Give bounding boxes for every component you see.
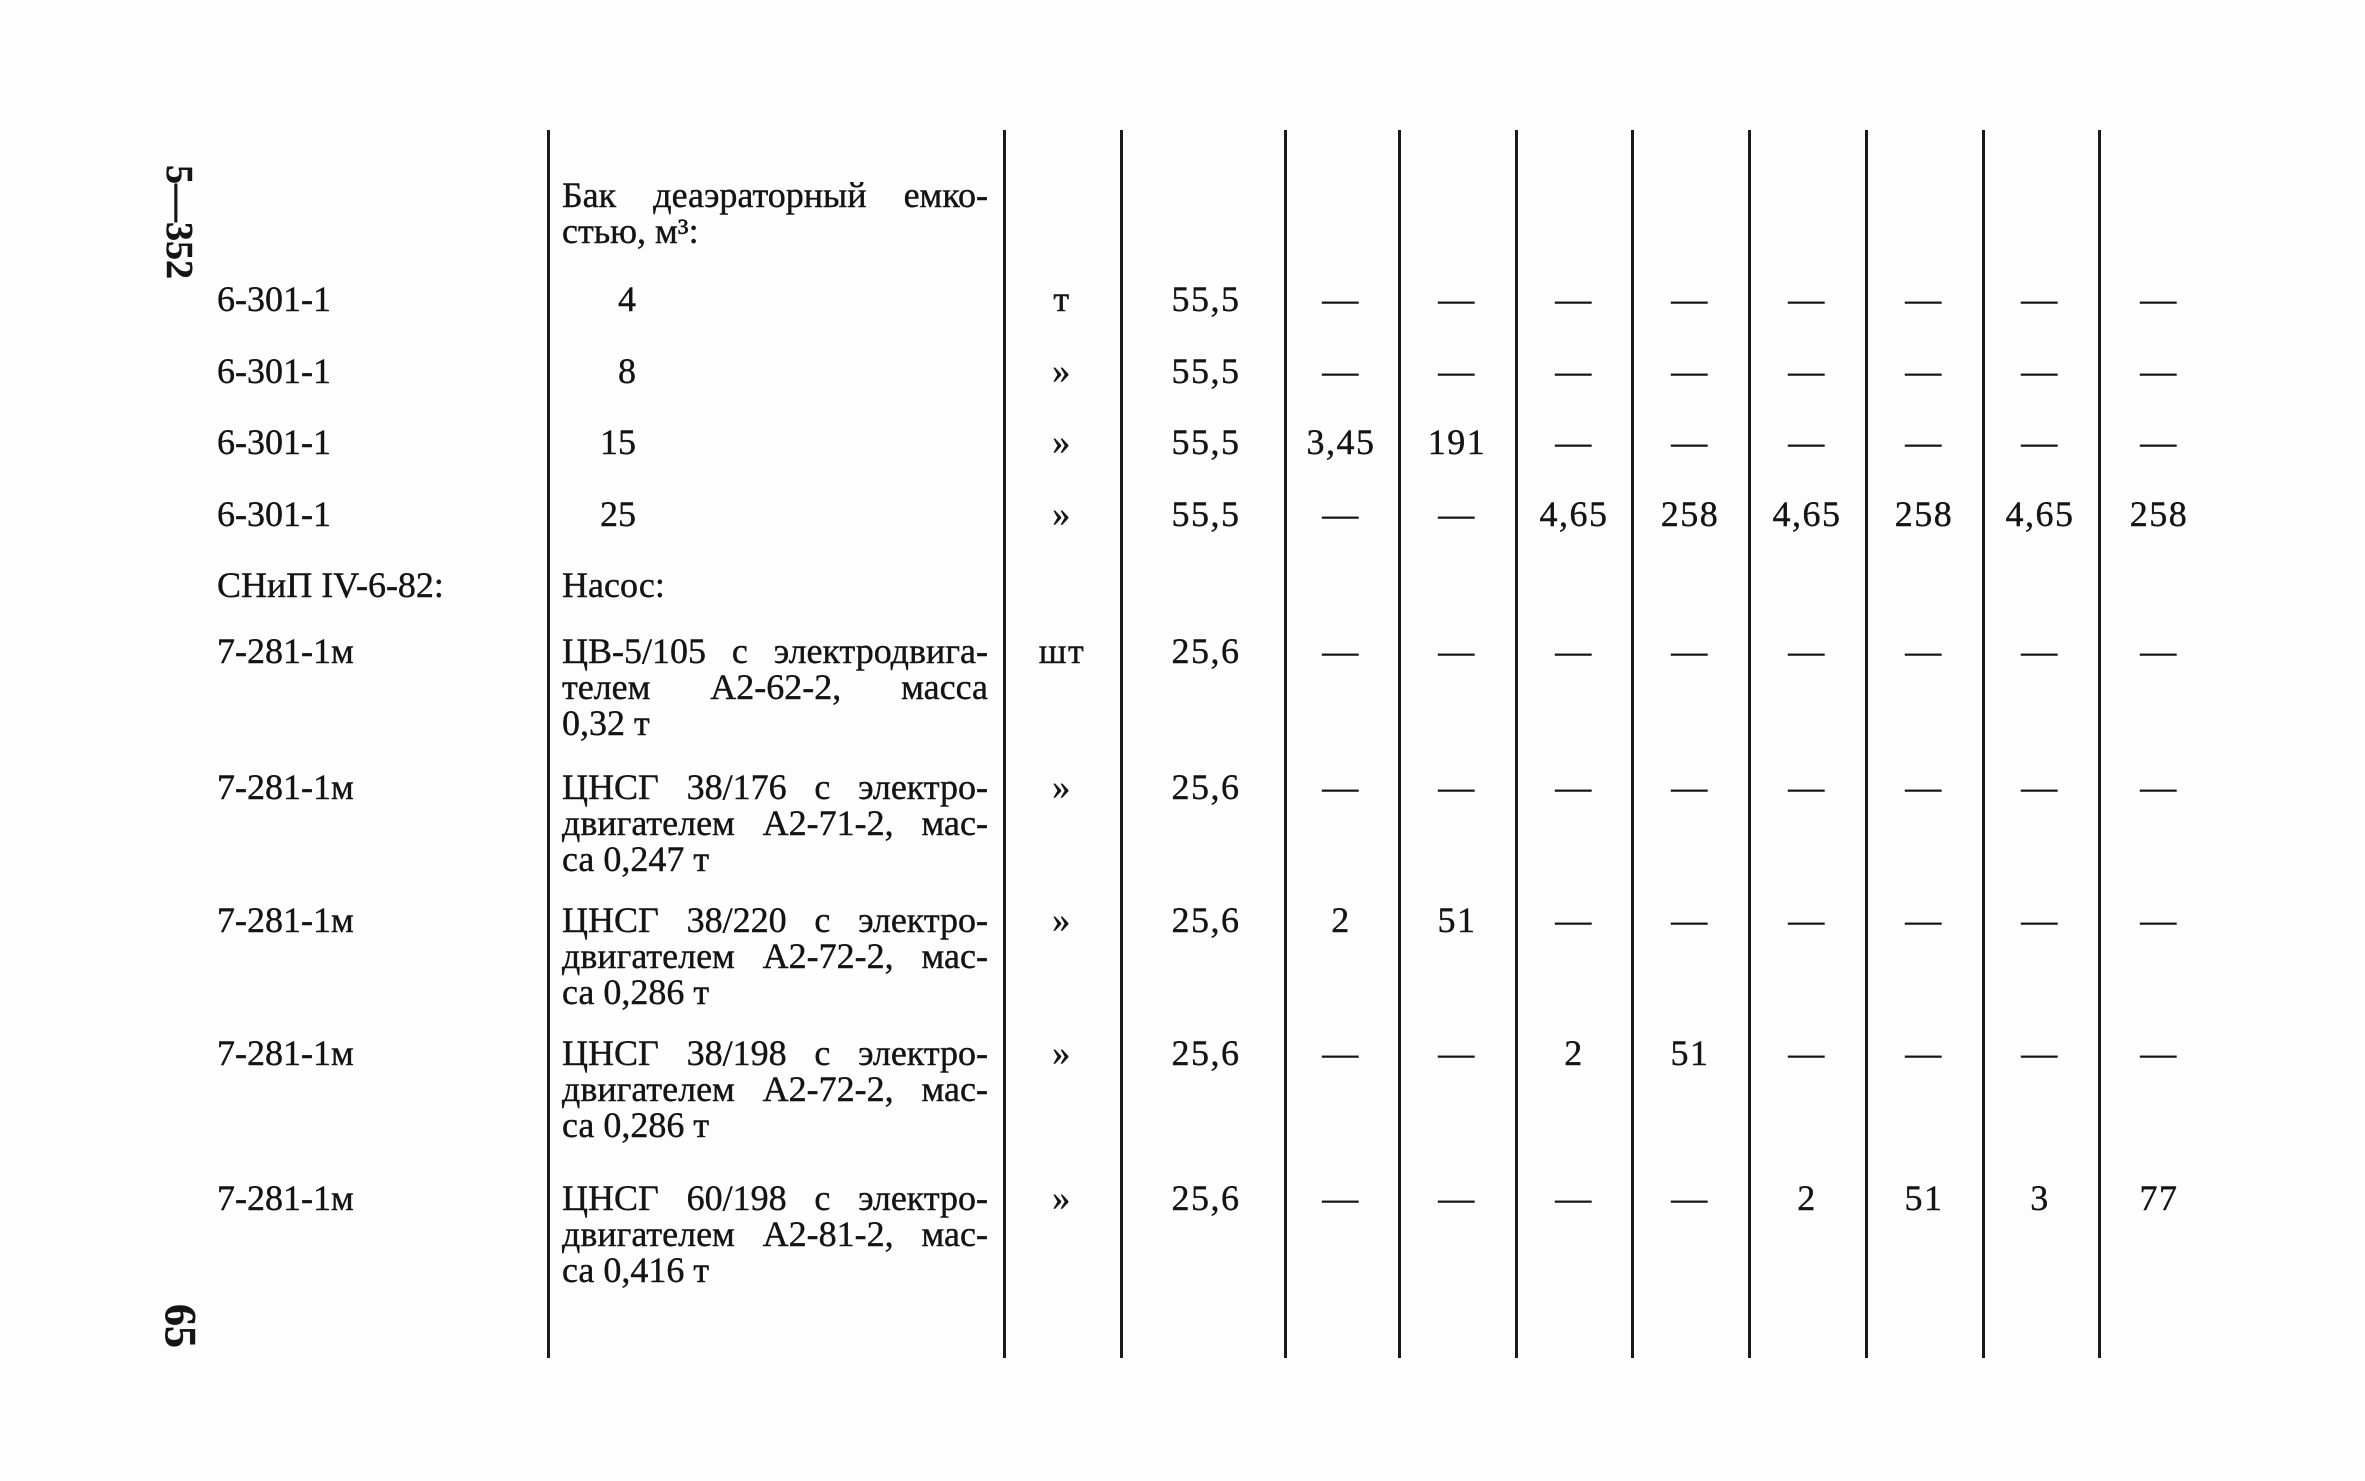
row-code: 6-301-1	[217, 494, 331, 534]
value-cell: —	[1905, 279, 1943, 319]
row-description	[562, 902, 988, 1010]
value-cell: —	[1555, 351, 1593, 391]
description-line: 25	[600, 494, 636, 534]
description-line: 15	[600, 422, 636, 462]
row-price: 25,6	[1171, 767, 1241, 807]
value-cell: 191	[1427, 422, 1487, 462]
value-cell: —	[1671, 279, 1709, 319]
row-price: 55,5	[1171, 351, 1241, 391]
value-cell: 2	[1797, 1178, 1817, 1218]
row-code: СНиП IV-6-82:	[217, 565, 444, 605]
row-description	[562, 177, 988, 249]
description-line: ЦНСГ 38/198 с электро-	[562, 1033, 988, 1073]
value-cell: —	[2140, 900, 2178, 940]
description-line: 4	[618, 279, 636, 319]
description-line: ЦНСГ 60/198 с электро-	[562, 1178, 988, 1218]
value-cell: —	[2021, 900, 2059, 940]
value-cell: —	[2140, 1033, 2178, 1073]
description-line: двигателем А2-71-2, мас-	[562, 803, 988, 843]
description-line: двигателем А2-81-2, мас-	[562, 1214, 988, 1254]
value-cell: —	[2140, 351, 2178, 391]
value-cell: —	[1671, 900, 1709, 940]
value-cell: 51	[1670, 1033, 1710, 1073]
value-cell: 258	[2129, 494, 2189, 534]
row-code: 6-301-1	[217, 279, 331, 319]
row-description	[562, 633, 988, 741]
value-cell: —	[1555, 900, 1593, 940]
description-line: ЦНСГ 38/176 с электро-	[562, 767, 988, 807]
value-cell: —	[1671, 1178, 1709, 1218]
value-cell: —	[1905, 767, 1943, 807]
value-cell: —	[1322, 767, 1360, 807]
description-line: Насос:	[562, 565, 665, 605]
value-cell: —	[2021, 631, 2059, 671]
row-unit: »	[1052, 494, 1072, 534]
description-line: са 0,286 т	[562, 972, 710, 1012]
row-unit: »	[1052, 422, 1072, 462]
row-price: 25,6	[1171, 1033, 1241, 1073]
description-line: ЦНСГ 38/220 с электро-	[562, 900, 988, 940]
value-cell: —	[2021, 1033, 2059, 1073]
value-cell: 51	[1437, 900, 1477, 940]
value-cell: —	[1555, 422, 1593, 462]
value-cell: —	[1788, 1033, 1826, 1073]
value-cell: —	[1438, 1178, 1476, 1218]
value-cell: —	[1438, 767, 1476, 807]
value-cell: —	[1438, 279, 1476, 319]
row-description	[562, 567, 988, 603]
value-cell: —	[1788, 767, 1826, 807]
value-cell: —	[2140, 422, 2178, 462]
page-number: 65	[156, 1304, 205, 1348]
row-code: 7-281-1м	[217, 631, 354, 671]
row-price: 55,5	[1171, 494, 1241, 534]
row-price: 55,5	[1171, 422, 1241, 462]
value-cell: —	[1555, 279, 1593, 319]
value-cell: 4,65	[2005, 494, 2075, 534]
value-cell: —	[1671, 767, 1709, 807]
value-cell: 51	[1904, 1178, 1944, 1218]
row-unit: »	[1052, 1033, 1072, 1073]
value-cell: —	[1322, 631, 1360, 671]
value-cell: 258	[1894, 494, 1954, 534]
row-description	[562, 1180, 988, 1288]
row-description	[562, 353, 636, 389]
value-cell: 2	[1564, 1033, 1584, 1073]
row-description	[562, 1035, 988, 1143]
value-cell: —	[1671, 351, 1709, 391]
row-description	[562, 281, 636, 317]
value-cell: —	[1438, 351, 1476, 391]
value-cell: —	[2021, 422, 2059, 462]
value-cell: —	[2140, 631, 2178, 671]
description-line: двигателем А2-72-2, мас-	[562, 1069, 988, 1109]
row-unit: »	[1052, 900, 1072, 940]
description-line: са 0,416 т	[562, 1250, 710, 1290]
description-line: двигателем А2-72-2, мас-	[562, 936, 988, 976]
description-line: стью, м³:	[562, 211, 699, 251]
row-price: 25,6	[1171, 1178, 1241, 1218]
value-cell: —	[1788, 631, 1826, 671]
row-code: 7-281-1м	[217, 1178, 354, 1218]
value-cell: —	[1438, 494, 1476, 534]
value-cell: —	[1905, 351, 1943, 391]
value-cell: 3	[2030, 1178, 2050, 1218]
value-cell: —	[1322, 494, 1360, 534]
row-unit: »	[1052, 767, 1072, 807]
description-line: 8	[618, 351, 636, 391]
value-cell: —	[1322, 1033, 1360, 1073]
value-cell: —	[1905, 631, 1943, 671]
value-cell: —	[1905, 1033, 1943, 1073]
description-line: 0,32 т	[562, 703, 650, 743]
row-code: 7-281-1м	[217, 1033, 354, 1073]
value-cell: —	[2021, 351, 2059, 391]
row-price: 25,6	[1171, 900, 1241, 940]
value-cell: —	[1905, 900, 1943, 940]
row-code: 6-301-1	[217, 351, 331, 391]
value-cell: —	[1788, 900, 1826, 940]
value-cell: 2	[1331, 900, 1351, 940]
value-cell: —	[2021, 767, 2059, 807]
value-cell: —	[2140, 279, 2178, 319]
row-unit: шт	[1038, 631, 1086, 671]
row-description	[562, 424, 636, 460]
value-cell: —	[1671, 422, 1709, 462]
value-cell: —	[2021, 279, 2059, 319]
value-cell: —	[2140, 767, 2178, 807]
row-unit: т	[1053, 279, 1071, 319]
value-cell: 3,45	[1306, 422, 1376, 462]
value-cell: —	[1788, 351, 1826, 391]
row-unit: »	[1052, 351, 1072, 391]
value-cell: —	[1905, 422, 1943, 462]
value-cell: —	[1438, 1033, 1476, 1073]
value-cell: —	[1671, 631, 1709, 671]
row-code: 7-281-1м	[217, 900, 354, 940]
value-cell: —	[1555, 1178, 1593, 1218]
row-description	[562, 496, 636, 532]
row-unit: »	[1052, 1178, 1072, 1218]
value-cell: 4,65	[1772, 494, 1842, 534]
value-cell: —	[1788, 422, 1826, 462]
value-cell: —	[1788, 279, 1826, 319]
value-cell: 258	[1660, 494, 1720, 534]
value-cell: 77	[2139, 1178, 2179, 1218]
row-price: 25,6	[1171, 631, 1241, 671]
value-cell: —	[1555, 631, 1593, 671]
description-line: са 0,247 т	[562, 839, 710, 879]
value-cell: —	[1322, 279, 1360, 319]
row-description	[562, 769, 988, 877]
sheet-signature: 5—352	[158, 165, 200, 279]
row-code: 7-281-1м	[217, 767, 354, 807]
value-cell: —	[1438, 631, 1476, 671]
value-cell: —	[1555, 767, 1593, 807]
row-price: 55,5	[1171, 279, 1241, 319]
row-code: 6-301-1	[217, 422, 331, 462]
description-line: са 0,286 т	[562, 1105, 710, 1145]
value-cell: 4,65	[1539, 494, 1609, 534]
description-line: телем А2-62-2, масса	[562, 667, 988, 707]
description-line: ЦВ-5/105 с электродвига-	[562, 631, 988, 671]
value-cell: —	[1322, 351, 1360, 391]
description-line: Бак деаэраторный емко-	[562, 175, 988, 215]
value-cell: —	[1322, 1178, 1360, 1218]
